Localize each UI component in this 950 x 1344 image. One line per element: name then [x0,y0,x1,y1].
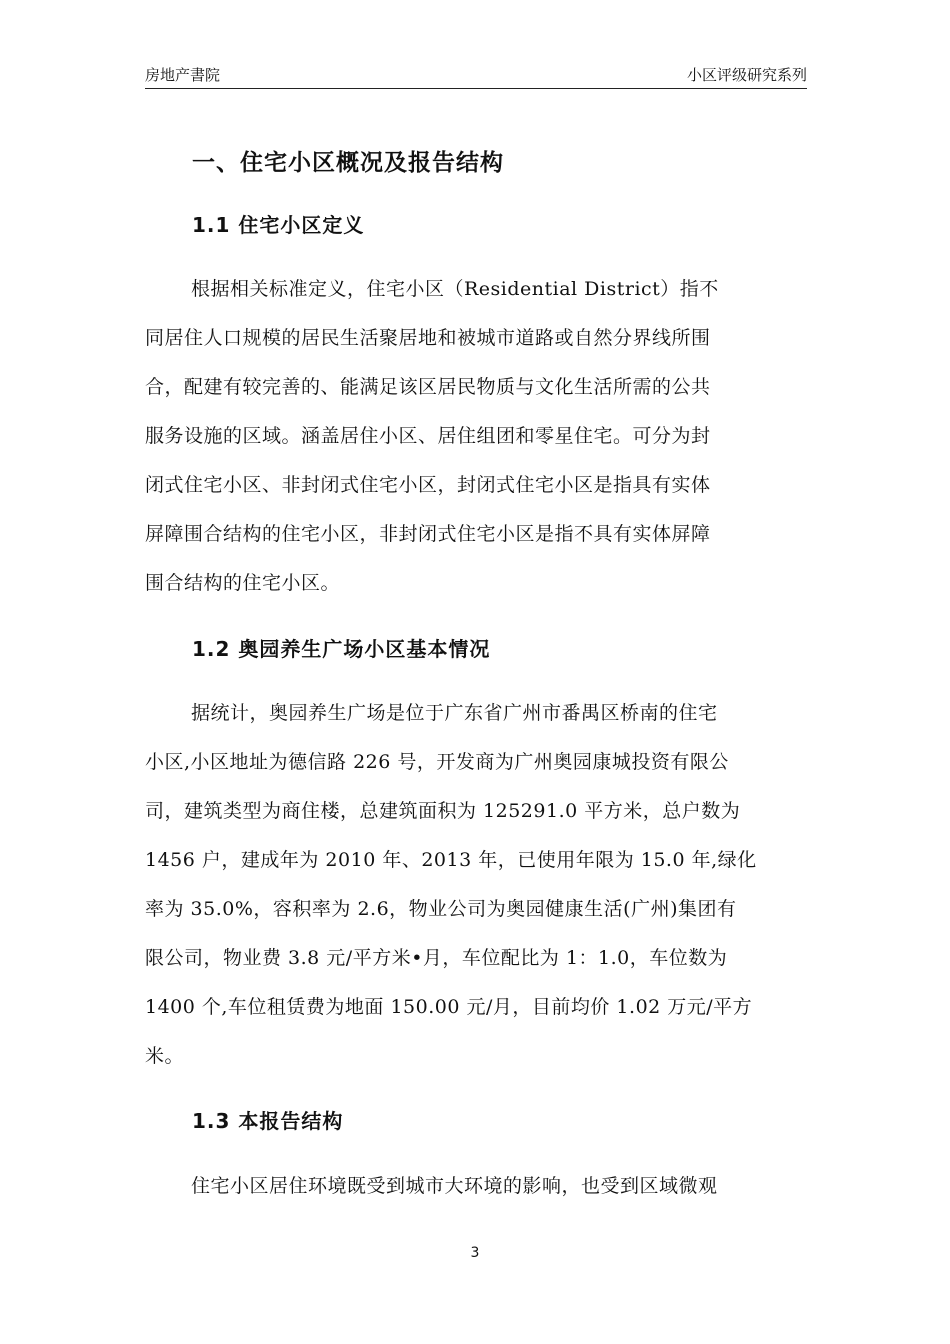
text-line: 服务设施的区域。涵盖居住小区、居住组团和零星住宅。可分为封 [145,425,711,447]
text-line: 同居住人口规模的居民生活聚居地和被城市道路或自然分界线所围 [145,327,711,349]
text-line: 屏障围合结构的住宅小区，非封闭式住宅小区是指不具有实体屏障 [145,523,711,545]
text-line: 闭式住宅小区、非封闭式住宅小区，封闭式住宅小区是指具有实体 [145,474,711,496]
paragraph-definition [145,265,807,608]
text-line: 围合结构的住宅小区。 [145,572,341,594]
subsection-title-1-1: 1.1 住宅小区定义 [192,213,365,237]
text-line: 1400 个,车位租赁费为地面 150.00 元/月，目前均价 1.02 万元/平方 [145,996,753,1018]
header-left-title: 房地产書院 [145,66,221,84]
page-number: 3 [470,1245,480,1261]
header-right-title: 小区评级研究系列 [686,66,807,84]
subsection-title-1-3: 1.3 本报告结构 [192,1109,344,1133]
section-title: 一、住宅小区概况及报告结构 [192,150,504,176]
text-line: 米。 [145,1045,185,1067]
text-line: 率为 35.0%，容积率为 2.6，物业公司为奥园健康生活(广州)集团有 [145,898,737,920]
paragraph-report-structure [145,1162,807,1211]
text-line: 1456 户，建成年为 2010 年、2013 年，已使用年限为 15.0 年,绿化 [145,849,757,871]
text-line: 据统计，奥园养生广场是位于广东省广州市番禺区桥南的住宅 [191,702,718,724]
text-line: 司，建筑类型为商住楼，总建筑面积为 125291.0 平方米，总户数为 [145,800,741,822]
text-line: 小区,小区地址为德信路 226 号，开发商为广州奥园康城投资有限公 [145,751,729,773]
text-line: 合，配建有较完善的、能满足该区居民物质与文化生活所需的公共 [145,376,711,398]
text-line: 限公司，物业费 3.8 元/平方米•月，车位配比为 1：1.0，车位数为 [145,947,728,969]
page-header [145,62,807,89]
paragraph-basic-info [145,689,807,1081]
text-line: 根据相关标准定义，住宅小区（Residential District）指不 [191,278,719,300]
subsection-title-1-2: 1.2 奥园养生广场小区基本情况 [192,637,491,661]
text-line: 住宅小区居住环境既受到城市大环境的影响，也受到区域微观 [191,1175,718,1197]
